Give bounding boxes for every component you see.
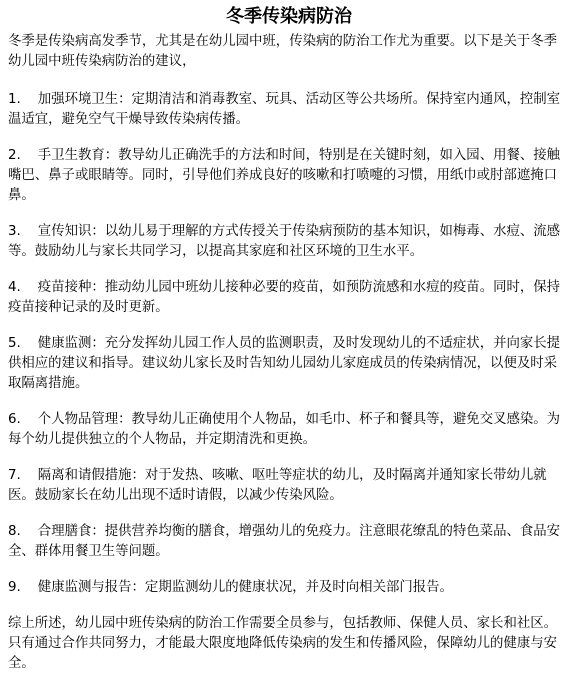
list-item: 3. 宣传知识：以幼儿易于理解的方式传授关于传染病预防的基本知识，如梅毒、水痘、流感等。鼓励幼儿与家长共同学习，以提高其家庭和社区环境的卫生水平。 — [8, 224, 561, 259]
list-item: 7. 隔离和请假措施：对于发热、咳嗽、呕吐等症状的幼儿，及时隔离并通知家长带幼儿就医。鼓励家长在幼儿出现不适时请假，以减少传染风险。 — [8, 468, 547, 503]
list-item: 9. 健康监测与报告：定期监测幼儿的健康状况，并及时向相关部门报告。 — [8, 580, 453, 595]
list-item: 8. 合理膳食：提供营养均衡的膳食，增强幼儿的免疫力。注意眼花缭乱的特色菜品、食品安全、群体用餐卫生等问题。 — [8, 524, 561, 559]
list-item: 6. 个人物品管理：教导幼儿正确使用个人物品，如毛巾、杯子和餐具等，避免交叉感染。为每个幼儿提供独立的个人物品，并定期清洗和更换。 — [8, 412, 561, 447]
list-item: 2. 手卫生教育：教导幼儿正确洗手的方法和时间，特别是在关键时刻，如入园、用餐、接触嘴巴、鼻子或眼睛等。同时，引导他们养成良好的咳嗽和打喷嚏的习惯，用纸巾或肘部遮掩口鼻。 — [8, 148, 561, 203]
list-item: 1. 加强环境卫生：定期清洁和消毒教室、玩具、活动区等公共场所。保持室内通风，控制室温适宜，避免空气干燥导致传染病传播。 — [8, 92, 561, 127]
list-item: 4. 疫苗接种：推动幼儿园中班幼儿接种必要的疫苗，如预防流感和水痘的疫苗。同时，保持疫苗接种记录的及时更新。 — [8, 280, 561, 315]
list-item: 5. 健康监测：充分发挥幼儿园工作人员的监测职责，及时发现幼儿的不适症状，并向家长提供相应的建议和指导。建议幼儿家长及时告知幼儿园幼儿家庭成员的传染病情况，以便及时采取隔离措施。 — [8, 336, 561, 391]
intro-paragraph: 冬季是传染病高发季节，尤其是在幼儿园中班，传染病的防治工作尤为重要。以下是关于冬季幼儿园中班传染病防治的建议， — [8, 34, 558, 69]
summary-paragraph: 综上所述，幼儿园中班传染病的防治工作需要全员参与，包括教师、保健人员、家长和社区。只有通过合作共同努力，才能最大限度地降低传染病的发生和传播风险，保障幼儿的健康与安全。 — [8, 616, 558, 671]
document-title: 冬季传染病防治 — [226, 6, 352, 27]
